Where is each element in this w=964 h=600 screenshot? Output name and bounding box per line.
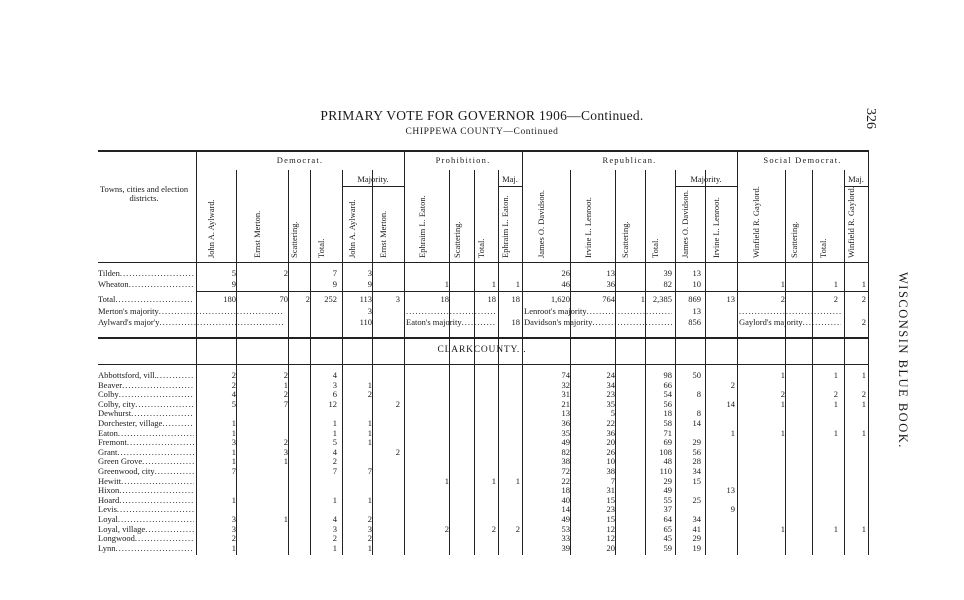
vote-cell: 2 <box>861 389 866 400</box>
majority-value: 3 <box>367 306 372 316</box>
district-name: Dewhurst ..... <box>98 408 194 419</box>
vote-cell: 4 <box>332 514 337 524</box>
column-header: Scattering. <box>289 221 299 258</box>
vote-cell: 13 <box>692 268 701 278</box>
district-name: Hixon ..... <box>98 485 194 496</box>
vote-cell: 3 <box>231 514 236 524</box>
vote-cell: 2 <box>332 456 337 467</box>
vote-cell: 3 <box>283 446 288 457</box>
vote-cell: 29 <box>663 475 672 486</box>
vote-cell: 9 <box>231 279 236 289</box>
vote-cell: 20 <box>606 542 615 553</box>
vote-cell: 1 <box>444 279 449 289</box>
page-number: 326 <box>863 108 878 129</box>
vote-cell: 1 <box>283 379 288 390</box>
vote-cell: 1 <box>491 279 496 289</box>
vote-cell: 1 <box>861 279 866 289</box>
vote-cell: 19 <box>692 542 701 553</box>
column-header: John A. Aylward. <box>206 199 216 258</box>
vote-cell: 1 <box>780 523 785 534</box>
vote-cell: 3 <box>367 523 372 534</box>
column-header: Total. <box>476 238 486 258</box>
vote-cell: 1 <box>730 427 735 438</box>
vote-cell: 72 <box>561 466 570 476</box>
district-name: Grant ..... <box>98 447 194 458</box>
district-name: Colby ..... <box>98 389 194 400</box>
vote-cell: 12 <box>328 398 337 409</box>
vote-cell: 1 <box>444 475 449 486</box>
vote-cell: 82 <box>663 279 672 289</box>
vote-cell: 45 <box>663 533 672 544</box>
vote-cell: 1 <box>283 456 288 467</box>
majority-value: 13 <box>692 306 701 316</box>
county-heading: CLARKCOUNTY. . <box>437 345 527 355</box>
clark-top-rule <box>98 364 868 365</box>
district-name: Fremont ..... <box>98 437 194 448</box>
subgroup-rule <box>675 186 737 187</box>
vote-cell: 2 <box>444 523 449 534</box>
vote-cell: 4 <box>332 446 337 457</box>
running-head: WISCONSIN BLUE BOOK. <box>896 272 910 449</box>
district-name: Longwood ..... <box>98 533 194 544</box>
vote-cell: 2 <box>283 389 288 400</box>
vote-cell: 2 <box>491 523 496 534</box>
vote-cell: 15 <box>606 494 615 505</box>
vote-cell: 36 <box>606 279 615 289</box>
vote-cell: 26 <box>606 446 615 457</box>
vote-cell: 2 <box>231 379 236 390</box>
page-title: PRIMARY VOTE FOR GOVERNOR 1906—Continued. <box>320 108 644 123</box>
district-name: Colby, city ..... <box>98 399 194 410</box>
column-header: Scattering. <box>788 221 799 258</box>
vote-cell: 1 <box>367 494 372 505</box>
vote-cell: 21 <box>561 398 570 409</box>
vote-cell: 7 <box>283 398 288 409</box>
vote-cell: 13 <box>561 408 570 419</box>
vote-cell: 10 <box>606 456 615 467</box>
vote-cell: 35 <box>606 398 615 409</box>
vote-cell: 66 <box>663 379 672 390</box>
district-name: Greenwood, city ..... <box>98 466 194 477</box>
vote-cell: 64 <box>663 514 672 524</box>
vote-cell: 49 <box>561 514 570 524</box>
vote-cell: 1 <box>231 456 236 467</box>
group-democrat: Democrat. <box>276 155 324 165</box>
majority-label: Merton's majority ..... <box>98 306 338 317</box>
vote-cell: 59 <box>663 542 672 553</box>
district-name: Beaver ..... <box>98 380 194 391</box>
vote-cell: 7 <box>231 466 236 476</box>
vote-cell: 65 <box>663 523 672 534</box>
vote-cell: 34 <box>692 514 701 524</box>
subgroup-dem-majority: Majority. <box>357 174 389 184</box>
total-rule <box>196 291 868 292</box>
vote-cell: 2 <box>231 370 236 380</box>
vote-cell: 1 <box>861 427 866 438</box>
vote-cell: 5 <box>610 408 615 419</box>
majority-label <box>406 306 496 317</box>
vote-cell: 9 <box>730 504 735 515</box>
majority-label: Gaylord's majority ..... <box>739 317 841 328</box>
vote-cell: 7 <box>610 475 615 486</box>
vote-cell: 3 <box>231 437 236 448</box>
column-header: Irvine L. Lenroot. <box>582 197 593 258</box>
vote-cell: 2 <box>395 446 400 457</box>
vote-cell: 1 <box>640 294 645 304</box>
vote-cell: 1 <box>231 418 236 428</box>
column-header: James O. Davidson. <box>680 190 690 258</box>
vote-cell: 71 <box>663 427 672 438</box>
vote-cell: 2 <box>515 523 520 534</box>
group-prohibition: Prohibition. <box>435 155 491 165</box>
vote-cell: 14 <box>726 398 735 409</box>
majority-label: Lenroot's majority ..... <box>524 306 672 317</box>
vote-cell: 7 <box>332 268 337 278</box>
vote-cell: 1 <box>231 446 236 457</box>
vote-cell: 2 <box>283 437 288 448</box>
vote-cell: 1 <box>332 494 337 505</box>
stub-header: Towns, cities and election districts. <box>99 184 189 203</box>
vote-cell: 2 <box>730 379 735 390</box>
vote-cell: 20 <box>606 437 615 448</box>
vote-cell: 31 <box>606 485 615 496</box>
vote-cell: 74 <box>561 370 570 380</box>
subgroup-rule <box>498 186 522 187</box>
column-header: James O. Davidson. <box>536 190 546 258</box>
vote-cell: 180 <box>223 294 236 304</box>
vote-cell: 55 <box>663 494 672 505</box>
majority-value: 856 <box>688 317 701 327</box>
table-row <box>0 279 964 290</box>
vote-cell: 1 <box>367 427 372 438</box>
column-header: Ephraim L. Eaton. <box>416 195 427 258</box>
subgroup-rule <box>342 186 404 187</box>
vote-cell: 54 <box>663 389 672 400</box>
vote-cell: 2 <box>861 294 866 304</box>
vote-cell: 2 <box>395 398 400 409</box>
vote-cell: 1 <box>231 542 236 553</box>
vote-cell: 2 <box>367 389 372 400</box>
vote-cell: 1 <box>231 427 236 438</box>
vote-cell: 26 <box>561 268 570 278</box>
vote-cell: 56 <box>692 446 701 457</box>
subgroup-rep-majority: Majority. <box>690 174 722 184</box>
vote-cell: 23 <box>606 504 615 515</box>
vote-cell: 23 <box>606 389 615 400</box>
vote-cell: 39 <box>663 268 672 278</box>
vote-cell: 1 <box>833 370 838 380</box>
vote-cell: 18 <box>511 294 520 304</box>
group-republican: Republican. <box>602 155 657 165</box>
vote-cell: 5 <box>332 437 337 448</box>
vote-cell: 40 <box>561 494 570 505</box>
column-header: Ephraim L. Eaton. <box>500 195 510 258</box>
vote-cell: 1 <box>332 542 337 553</box>
vote-cell: 5 <box>231 398 236 409</box>
majority-label: Eaton's majority ..... <box>406 317 496 328</box>
district-name: Wheaton ..... <box>98 279 194 290</box>
vote-cell: 18 <box>561 485 570 496</box>
vote-cell: 8 <box>696 389 701 400</box>
vote-cell: 1 <box>861 398 866 409</box>
vote-cell: 7 <box>367 466 372 476</box>
vote-cell: 34 <box>692 466 701 476</box>
vote-cell: 70 <box>279 294 288 304</box>
vote-cell: 10 <box>692 279 701 289</box>
vote-cell: 1 <box>833 427 838 438</box>
vote-cell: 18 <box>663 408 672 419</box>
vote-cell: 18 <box>487 294 496 304</box>
header-bottom-rule <box>98 262 868 263</box>
vote-cell: 98 <box>663 370 672 380</box>
district-name: Dorchester, village ..... <box>98 418 194 429</box>
vote-cell: 82 <box>561 446 570 457</box>
vote-cell: 2 <box>332 533 337 544</box>
vote-cell: 9 <box>367 279 372 289</box>
table-row <box>0 268 964 279</box>
majority-value: 2 <box>861 317 866 327</box>
majority-label: Davidson's majority ..... <box>524 317 672 328</box>
vote-cell: 2 <box>305 294 310 304</box>
vote-cell: 48 <box>663 456 672 467</box>
vote-cell: 1 <box>833 398 838 409</box>
vote-cell: 2 <box>833 389 838 400</box>
vote-cell: 1 <box>780 398 785 409</box>
vote-cell: 1 <box>861 370 866 380</box>
column-header: Irvine L. Lenroot. <box>711 197 721 258</box>
majority-row <box>0 317 964 328</box>
vote-cell: 1 <box>332 418 337 428</box>
table-row <box>0 543 964 554</box>
vote-cell: 29 <box>692 437 701 448</box>
vote-cell: 29 <box>692 533 701 544</box>
vote-cell: 869 <box>688 294 701 304</box>
district-name: Hewitt ..... <box>98 476 194 487</box>
column-header: Scattering. <box>451 221 462 258</box>
vote-cell: 3 <box>367 268 372 278</box>
vote-cell: 1 <box>515 279 520 289</box>
vote-cell: 3 <box>332 379 337 390</box>
vote-cell: 2 <box>833 294 838 304</box>
vote-cell: 2 <box>283 268 288 278</box>
vote-cell: 2 <box>367 533 372 544</box>
vote-cell: 3 <box>395 294 400 304</box>
vote-cell: 1 <box>515 475 520 486</box>
column-header: John A. Aylward. <box>347 199 357 258</box>
district-name: Hoard ..... <box>98 495 194 506</box>
vote-cell: 2,385 <box>652 294 672 304</box>
vote-cell: 39 <box>561 542 570 553</box>
subgroup-pro-majority: Maj. <box>502 174 518 184</box>
vote-cell: 18 <box>440 294 449 304</box>
vote-cell: 38 <box>561 456 570 467</box>
vote-cell: 1 <box>491 475 496 486</box>
vote-cell: 1 <box>780 427 785 438</box>
vote-cell: 1 <box>367 418 372 428</box>
vote-cell: 13 <box>726 485 735 496</box>
vote-cell: 4 <box>332 370 337 380</box>
vote-cell: 2 <box>367 514 372 524</box>
vote-cell: 46 <box>561 279 570 289</box>
vote-cell: 108 <box>659 446 672 457</box>
vote-cell: 58 <box>663 418 672 428</box>
column-header: Total. <box>316 238 326 258</box>
district-name: Levis ..... <box>98 504 194 515</box>
vote-cell: 1 <box>833 279 838 289</box>
vote-cell: 2 <box>283 370 288 380</box>
vote-cell: 41 <box>692 523 701 534</box>
vote-cell: 35 <box>561 427 570 438</box>
vote-cell: 38 <box>606 466 615 476</box>
vote-cell: 33 <box>561 533 570 544</box>
vote-cell: 1 <box>367 542 372 553</box>
column-header: Ernst Merton. <box>378 210 388 258</box>
section-rule <box>98 337 868 339</box>
vote-cell: 34 <box>606 379 615 390</box>
vote-cell: 28 <box>692 456 701 467</box>
vote-cell: 13 <box>726 294 735 304</box>
subgroup-soc-majority: Maj. <box>848 174 864 184</box>
district-name: Lynn ..... <box>98 543 194 554</box>
vote-cell: 113 <box>359 294 372 304</box>
vote-cell: 1 <box>283 514 288 524</box>
vote-cell: 14 <box>692 418 701 428</box>
vote-cell: 49 <box>561 437 570 448</box>
table-top-rule <box>98 150 868 152</box>
vote-cell: 764 <box>602 294 615 304</box>
vote-cell: 69 <box>663 437 672 448</box>
vote-cell: 32 <box>561 379 570 390</box>
vote-cell: 1 <box>833 523 838 534</box>
vote-cell: 1,620 <box>550 294 570 304</box>
vote-cell: 24 <box>606 370 615 380</box>
vote-cell: 110 <box>659 466 672 476</box>
vote-cell: 8 <box>696 408 701 419</box>
vote-cell: 25 <box>692 494 701 505</box>
majority-value: 110 <box>359 317 372 327</box>
vote-cell: 1 <box>332 427 337 438</box>
vote-cell: 3 <box>231 523 236 534</box>
majority-value: 18 <box>511 317 520 327</box>
district-name: Green Grove ..... <box>98 456 194 467</box>
column-header: Winfield R. Gaylord. <box>751 186 761 258</box>
vote-cell: 15 <box>606 514 615 524</box>
vote-cell: 22 <box>561 475 570 486</box>
vote-cell: 49 <box>663 485 672 496</box>
vote-cell: 31 <box>561 389 570 400</box>
vote-cell: 13 <box>606 268 615 278</box>
vote-cell: 53 <box>561 523 570 534</box>
vote-cell: 36 <box>561 418 570 428</box>
majority-row <box>0 306 964 317</box>
vote-cell: 1 <box>367 379 372 390</box>
vote-cell: 6 <box>332 389 337 400</box>
vote-cell: 3 <box>332 523 337 534</box>
majority-label: Aylward's major'y ..... <box>98 317 338 328</box>
vote-cell: 1 <box>367 437 372 448</box>
column-header: Total. <box>818 238 828 258</box>
vote-cell: 37 <box>663 504 672 515</box>
vote-cell: 1 <box>780 279 785 289</box>
vote-cell: 1 <box>861 523 866 534</box>
column-header: Winfield R. Gaylord. <box>846 186 856 258</box>
column-header: Total. <box>650 238 660 258</box>
vote-cell: 12 <box>606 523 615 534</box>
vote-cell: 1 <box>231 494 236 505</box>
total-row <box>0 294 964 305</box>
majority-label <box>739 306 841 317</box>
column-header: Ernst Merton. <box>252 210 262 258</box>
vote-cell: 56 <box>663 398 672 409</box>
vote-cell: 15 <box>692 475 701 486</box>
vote-cell: 22 <box>606 418 615 428</box>
vote-cell: 2 <box>780 389 785 400</box>
vote-cell: 12 <box>606 533 615 544</box>
vote-cell: 14 <box>561 504 570 515</box>
vote-cell: 4 <box>231 389 236 400</box>
column-header: Scattering. <box>620 221 630 258</box>
district-name: Tilden ..... <box>98 268 194 279</box>
district-name: Total ..... <box>98 294 194 305</box>
vote-cell: 5 <box>231 268 236 278</box>
vote-cell: 50 <box>692 370 701 380</box>
vote-cell: 7 <box>332 466 337 476</box>
district-name: Eaton ..... <box>98 428 194 439</box>
district-name: Loyal ..... <box>98 514 194 525</box>
district-name: Loyal, village ..... <box>98 524 194 535</box>
vote-cell: 9 <box>332 279 337 289</box>
district-name: Abbottsford, vill. ..... <box>98 370 194 381</box>
vote-cell: 1 <box>780 370 785 380</box>
group-social-democrat: Social Democrat. <box>763 155 842 165</box>
vote-cell: 36 <box>606 427 615 438</box>
vote-cell: 2 <box>231 533 236 544</box>
vote-cell: 252 <box>324 294 337 304</box>
vote-cell: 2 <box>780 294 785 304</box>
county-subtitle: CHIPPEWA COUNTY—Continued <box>405 127 559 137</box>
